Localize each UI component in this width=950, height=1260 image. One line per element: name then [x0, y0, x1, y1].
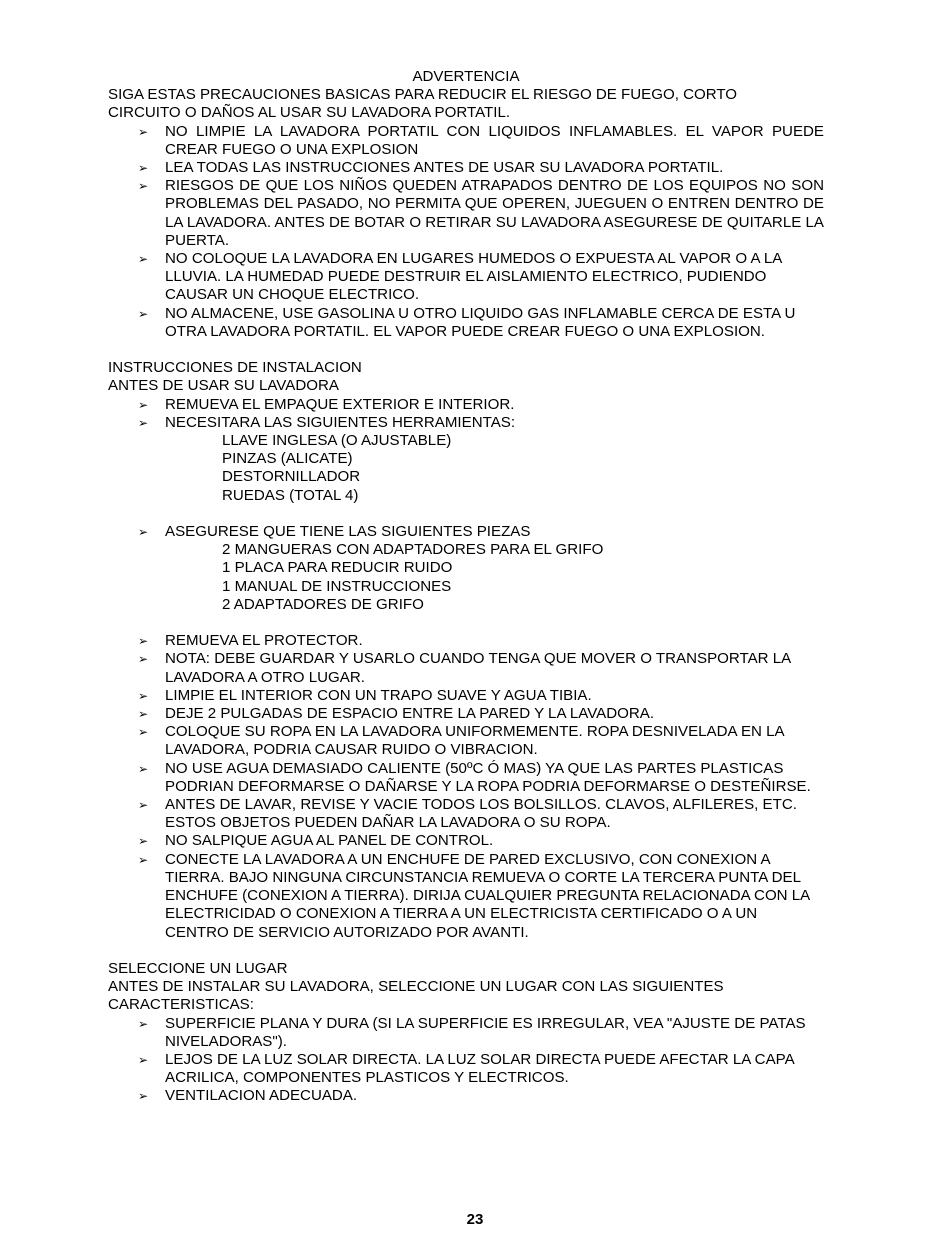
- parts-section: [108, 523, 824, 614]
- arrow-bullet-icon: ➢: [138, 252, 149, 267]
- list-item: ➢ COLOQUE SU ROPA EN LA LAVADORA UNIFORMEMENTE. ROPA DESNIVELADA EN LA LAVADORA, PODRIA CAUSAR RUIDO O VIBRACION.: [138, 723, 784, 759]
- list-item: ➢ LEA TODAS LAS INSTRUCCIONES ANTES DE USAR SU LAVADORA PORTATIL.: [138, 159, 724, 177]
- arrow-bullet-icon: ➢: [138, 415, 149, 430]
- part-item: 2 ADAPTADORES DE GRIFO: [222, 595, 424, 613]
- warning-intro-line: CIRCUITO O DAÑOS AL USAR SU LAVADORA PORTATIL.: [108, 104, 511, 122]
- install-title: INSTRUCCIONES DE INSTALACION: [108, 359, 362, 377]
- arrow-bullet-icon: ➢: [138, 688, 149, 703]
- list-item: ➢ NO USE AGUA DEMASIADO CALIENTE (50ºC Ó MAS) YA QUE LAS PARTES PLASTICAS PODRIAN DEFORMARSE O DAÑARSE Y LA ROPA PODRIA DEFORMARSE O DESTEÑIRSE.: [138, 759, 811, 795]
- tool-item: PINZAS (ALICATE): [222, 450, 353, 468]
- arrow-bullet-icon: ➢: [138, 397, 149, 412]
- document-page: [108, 68, 824, 1106]
- warning-intro-line: SIGA ESTAS PRECAUCIONES BASICAS PARA REDUCIR EL RIESGO DE FUEGO, CORTO: [108, 86, 738, 104]
- tools-list: [165, 432, 824, 505]
- list-item: ➢ LIMPIE EL INTERIOR CON UN TRAPO SUAVE Y AGUA TIBIA.: [138, 686, 592, 704]
- list-item: ➢ REMUEVA EL PROTECTOR.: [138, 632, 363, 650]
- list-item: ➢ RIESGOS DE QUE LOS NIÑOS QUEDEN ATRAPADOS DENTRO DE LOS EQUIPOS NO SON PROBLEMAS DEL PASADO, NO PERMITA QUE OPEREN, JUEGUEN O ENTREN DENTRO DE LA LAVADORA. ANTES DE BOTAR O RETIRAR SU LAVADORA ASEGURESE DE QUITARLE LA PUERTA.: [138, 177, 824, 249]
- list-item: ➢ NO COLOQUE LA LAVADORA EN LUGARES HUMEDOS O EXPUESTA AL VAPOR O A LA LLUVIA. LA HUMEDAD PUEDE DESTRUIR EL AISLAMIENTO ELECTRICO, PUDIENDO CAUSAR UN CHOQUE ELECTRICO.: [138, 250, 782, 304]
- warning-title: ADVERTENCIA: [412, 68, 520, 85]
- arrow-bullet-icon: ➢: [138, 1016, 149, 1031]
- tool-item: LLAVE INGLESA (O AJUSTABLE): [222, 432, 452, 450]
- list-item: ➢ ANTES DE LAVAR, REVISE Y VACIE TODOS LOS BOLSILLOS. CLAVOS, ALFILERES, ETC. ESTOS OBJETOS PUEDEN DAÑAR LA LAVADORA O SU ROPA.: [138, 796, 797, 832]
- page-number: 23: [466, 1211, 484, 1228]
- location-intro-line: ANTES DE INSTALAR SU LAVADORA, SELECCIONE UN LUGAR CON LAS SIGUIENTES: [108, 978, 724, 996]
- location-title: SELECCIONE UN LUGAR: [108, 959, 288, 977]
- list-item: ➢ LEJOS DE LA LUZ SOLAR DIRECTA. LA LUZ SOLAR DIRECTA PUEDE AFECTAR LA CAPA ACRILICA, COMPONENTES PLASTICOS Y ELECTRICOS.: [138, 1050, 794, 1087]
- arrow-bullet-icon: ➢: [138, 1089, 149, 1104]
- arrow-bullet-icon: ➢: [138, 834, 149, 849]
- list-item: ➢ NECESITARA LAS SIGUIENTES HERRAMIENTAS: LLAVE INGLESA (O AJUSTABLE) PINZAS (ALICATE) DESTORNILLADOR RUEDAS (TOTAL 4): [165, 414, 824, 505]
- install-steps-list: [108, 632, 824, 941]
- arrow-bullet-icon: ➢: [138, 124, 149, 139]
- list-item: ➢ SUPERFICIE PLANA Y DURA (SI LA SUPERFICIE ES IRREGULAR, VEA "AJUSTE DE PATAS NIVELADORAS").: [138, 1014, 806, 1050]
- location-intro-line: CARACTERISTICAS:: [108, 996, 254, 1014]
- list-item: ➢ ASEGURESE QUE TIENE LAS SIGUIENTES PIEZAS 2 MANGUERAS CON ADAPTADORES PARA EL GRIFO 1 PLACA PARA REDUCIR RUIDO 1 MANUAL DE INSTRUCCIONES 2 ADAPTADORES DE GRIFO: [165, 523, 824, 614]
- list-item: ➢ NO SALPIQUE AGUA AL PANEL DE CONTROL.: [138, 832, 494, 850]
- list-item: ➢ NO LIMPIE LA LAVADORA PORTATIL CON LIQUIDOS INFLAMABLES. EL VAPOR PUEDE CREAR FUEGO O UNA EXPLOSION: [138, 122, 824, 158]
- arrow-bullet-icon: ➢: [138, 761, 149, 776]
- list-item: ➢ CONECTE LA LAVADORA A UN ENCHUFE DE PARED EXCLUSIVO, CON CONEXION A TIERRA. BAJO NINGUNA CIRCUNSTANCIA REMUEVA O CORTE LA TERCERA PUNTA DEL ENCHUFE (CONEXION A TIERRA). DIRIJA CUALQUIER PREGUNTA RELACIONADA CON LA ELECTRICIDAD O CONEXION A TIERRA A UN ELECTRICISTA CERTIFICADO O A UN CENTRO DE SERVICIO AUTORIZADO POR AVANTI.: [138, 850, 810, 941]
- arrow-bullet-icon: ➢: [138, 179, 149, 194]
- part-item: 2 MANGUERAS CON ADAPTADORES PARA EL GRIFO: [222, 541, 604, 559]
- arrow-bullet-icon: ➢: [138, 161, 149, 176]
- install-subtitle: ANTES DE USAR SU LAVADORA: [108, 377, 339, 395]
- arrow-bullet-icon: ➢: [138, 798, 149, 813]
- part-item: 1 MANUAL DE INSTRUCCIONES: [222, 577, 452, 595]
- arrow-bullet-icon: ➢: [138, 634, 149, 649]
- part-item: 1 PLACA PARA REDUCIR RUIDO: [222, 559, 453, 577]
- location-list: [108, 1015, 824, 1106]
- list-item: ➢ DEJE 2 PULGADAS DE ESPACIO ENTRE LA PARED Y LA LAVADORA.: [138, 705, 655, 723]
- tool-item: RUEDAS (TOTAL 4): [222, 486, 359, 504]
- list-item: ➢ REMUEVA EL EMPAQUE EXTERIOR E INTERIOR.: [138, 395, 515, 413]
- arrow-bullet-icon: ➢: [138, 1052, 149, 1067]
- arrow-bullet-icon: ➢: [138, 725, 149, 740]
- warning-list: [108, 123, 824, 341]
- install-list: [108, 396, 824, 505]
- parts-list: [165, 541, 824, 614]
- list-item: ➢ NOTA: DEBE GUARDAR Y USARLO CUANDO TENGA QUE MOVER O TRANSPORTAR LA LAVADORA A OTRO LUGAR.: [138, 650, 791, 686]
- arrow-bullet-icon: ➢: [138, 707, 149, 722]
- arrow-bullet-icon: ➢: [138, 652, 149, 667]
- arrow-bullet-icon: ➢: [138, 306, 149, 321]
- list-item: ➢ NO ALMACENE, USE GASOLINA U OTRO LIQUIDO GAS INFLAMABLE CERCA DE ESTA U OTRA LAVADORA PORTATIL. EL VAPOR PUEDE CREAR FUEGO O UNA EXPLOSION.: [138, 304, 796, 340]
- arrow-bullet-icon: ➢: [138, 852, 149, 867]
- tool-item: DESTORNILLADOR: [222, 468, 361, 486]
- list-item: ➢ VENTILACION ADECUADA.: [138, 1087, 358, 1105]
- arrow-bullet-icon: ➢: [138, 525, 149, 540]
